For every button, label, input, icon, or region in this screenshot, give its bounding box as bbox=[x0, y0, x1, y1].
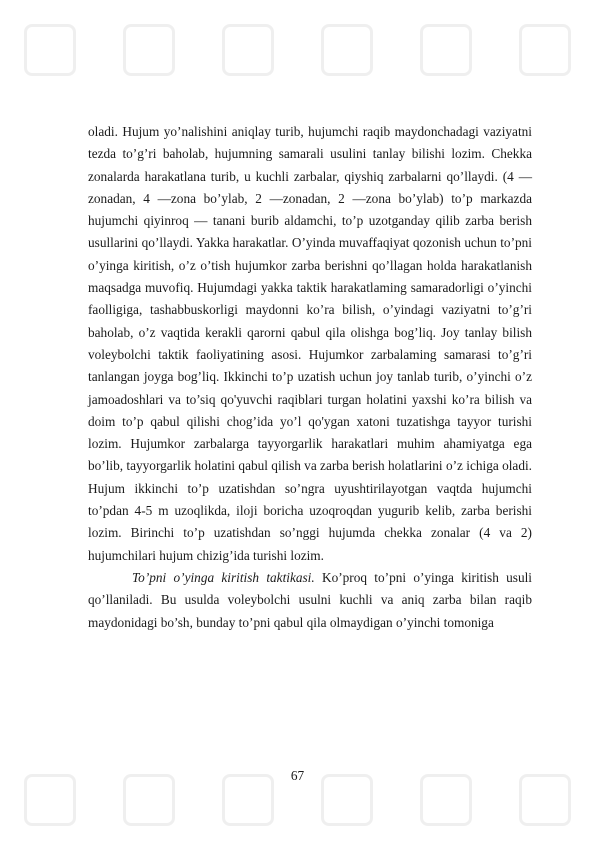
watermark-logo-icon bbox=[24, 24, 76, 76]
body-paragraph: oladi. Hujum yo’nalishini aniqlay turib, hujumchi raqib maydonchadagi vaziyatni tezda to’g’ri baholab, hujumning samarali usulini tanlay bilishi lozim. Chekka zonalarda harakatlana turib, u kuchli zarbalar, qiyshiq zarbalarni qo’llaydi. (4 — zonadan, 4 —zona bo’ylab, 2 —zonadan, 2 —zona bo’ylab) to’p markazda hujumchi qiyinroq — tanani burib aldamchi, to’p uzotganday qilib zarba berish usullarini qo’llaydi. Yakka harakatlar. O’yinda muvaffaqiyat qozonish uchun to’pni o’yinga kiritish, o’z o’tish hujumkor zarba berishni qo’llagan holda harakatlanish maqsadga muvofiq. Hujumdagi yakka taktik harakatlaming samaradorligi o’yinchi faolligiga, tashabbuskorligi maydonni ko’ra bilish, o’yindagi vaziyatni to’g’ri baholab, o’z vaqtida kerakli qarorni qabul qila olishga bog’liq. Joy tanlay bilish voleybolchi taktik faoliyatining asosi. Hujumkor zarbalaming samarasi to’g’ri tanlangan joyga bog’liq. Ikkinchi to’p uzatish uchun joy tanlab turib, o’yinchi o’z jamoadoshlari va to’siq qo'yuvchi raqiblari turgan holatini yaxshi ko’ra bilish va doim to’p qabul qilishi chog’ida yo’l qo'ygan xatoni tuzatishga tayyor turishi lozim. Hujumkor zarbalarga tayyorgarlik harakatlari muhim ahamiyatga ega bo’lib, tayyorgarlik holatini qabul qilish va zarba berish holatlarini o’z ichiga oladi. Hujum ikkinchi to’p uzatishdan so’ngra uyushtirilayotgan vaqtda hujumchi to’pdan 4-5 m uzoqlikda, iloji boricha uzoqroqdan yugurib kelib, zarba berishi lozim. Birinchi to’p uzatishdan so’nggi hujumda chekka zonalar (4 va 2) hujumchilari hujum chizig’ida turishi lozim. bbox=[88, 124, 532, 563]
page-body bbox=[88, 121, 532, 634]
watermark-logo-icon bbox=[519, 24, 571, 76]
watermark-logo-icon bbox=[321, 24, 373, 76]
watermark-logo-icon bbox=[222, 24, 274, 76]
watermark-top bbox=[0, 20, 595, 80]
watermark-logo-icon bbox=[420, 24, 472, 76]
watermark-logo-icon bbox=[123, 24, 175, 76]
body-paragraph-section bbox=[88, 567, 532, 634]
section-heading: To’pni o’yinga kiritish taktikasi. bbox=[132, 569, 315, 585]
section-text: Ko’proq to’pni o’yinga kiritish usuli qo’llaniladi. Bu usulda voleybolchi usulni kuchli va aniq zarba bilan raqib maydonidagi bo’sh, bunday to’pni qabul qila olmaydigan o’yinchi tomoniga bbox=[88, 569, 533, 630]
page-number: 67 bbox=[290, 768, 305, 783]
